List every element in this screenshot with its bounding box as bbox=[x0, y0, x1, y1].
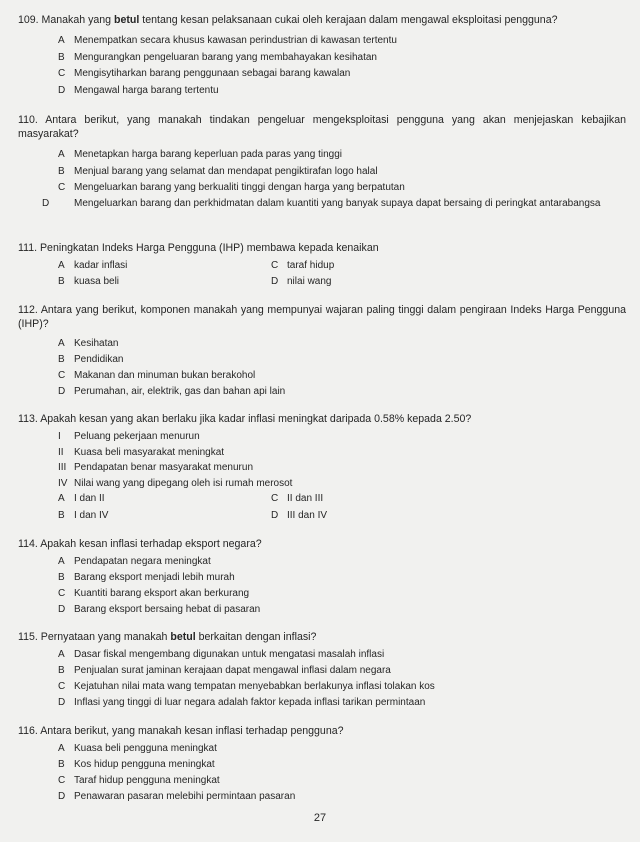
option-a: A kadar inflasi bbox=[58, 260, 128, 271]
question-stem: 114. Apakah kesan inflasi terhadap eksport negara? bbox=[18, 538, 262, 550]
option-c: C Taraf hidup pengguna meningkat bbox=[58, 775, 220, 786]
option-b: B Mengurangkan pengeluaran barang yang membahayakan kesihatan bbox=[58, 52, 377, 63]
option-c: C taraf hidup bbox=[271, 260, 335, 271]
option-c: C Mengeluarkan barang yang berkualiti tinggi dengan harga yang berpatutan bbox=[58, 182, 405, 193]
option-d: D Barang eksport bersaing hebat di pasaran bbox=[58, 604, 261, 615]
option-a: A Kesihatan bbox=[58, 338, 119, 349]
question-stem: 113. Apakah kesan yang akan berlaku jika kadar inflasi meningkat daripada 0.58% kepada 2.50? bbox=[18, 413, 472, 425]
question-stem: 111. Peningkatan Indeks Harga Pengguna (IHP) membawa kepada kenaikan bbox=[18, 242, 379, 254]
option-d: D Mengawal harga barang tertentu bbox=[58, 85, 219, 96]
option-b: B Kos hidup pengguna meningkat bbox=[58, 759, 215, 770]
option-c: C Mengisytiharkan barang penggunaan sebagai barang kawalan bbox=[58, 68, 351, 79]
option-d: D Perumahan, air, elektrik, gas dan bahan api lain bbox=[58, 386, 286, 397]
option-c: C Makanan dan minuman bukan berakohol bbox=[58, 370, 256, 381]
option-c: C Kejatuhan nilai mata wang tempatan menyebabkan berlakunya inflasi tolakan kos bbox=[58, 681, 435, 692]
question-stem: 112. Antara yang berikut, komponen manakah yang mempunyai wajaran paling tinggi dalam pengiraan Indeks Harga Pengguna (IHP)? bbox=[18, 304, 626, 330]
option-b: B Menjual barang yang selamat dan mendapat pengiktirafan logo halal bbox=[58, 166, 378, 177]
option-a: A Dasar fiskal mengembang digunakan untuk mengatasi masalah inflasi bbox=[58, 649, 385, 660]
option-b: B kuasa beli bbox=[58, 276, 120, 287]
option-a: A I dan II bbox=[58, 493, 105, 504]
question-stem: 116. Antara berikut, yang manakah kesan inflasi terhadap pengguna? bbox=[18, 725, 344, 737]
option-b: B Pendidikan bbox=[58, 354, 124, 365]
option-c: C II dan III bbox=[271, 493, 324, 504]
option-a: A Kuasa beli pengguna meningkat bbox=[58, 743, 217, 754]
option-d: D nilai wang bbox=[271, 276, 332, 287]
option-a: A Menempatkan secara khusus kawasan perindustrian di kawasan tertentu bbox=[58, 35, 397, 46]
statement-ii: II Kuasa beli masyarakat meningkat bbox=[58, 447, 225, 458]
option-a: A Pendapatan negara meningkat bbox=[58, 556, 211, 567]
statement-iv: IV Nilai wang yang dipegang oleh isi rumah merosot bbox=[58, 478, 293, 489]
option-c: C Kuantiti barang eksport akan berkurang bbox=[58, 588, 250, 599]
question-stem: 109. Manakah yang betul tentang kesan pelaksanaan cukai oleh kerajaan dalam mengawal eksploitasi pengguna? bbox=[18, 14, 558, 26]
option-b: B I dan IV bbox=[58, 510, 109, 521]
option-b: B Barang eksport menjadi lebih murah bbox=[58, 572, 235, 583]
question-stem: 110. Antara berikut, yang manakah tindakan pengeluar mengeksploitasi pengguna yang akan menjejaskan kebajikan masyarakat? bbox=[18, 114, 626, 140]
option-b: B Penjualan surat jaminan kerajaan dapat mengawal inflasi dalam negara bbox=[58, 665, 391, 676]
option-a: A Menetapkan harga barang keperluan pada paras yang tinggi bbox=[58, 149, 342, 160]
statement-i: I Peluang pekerjaan menurun bbox=[58, 431, 200, 442]
option-d: D Mengeluarkan barang dan perkhidmatan dalam kuantiti yang banyak supaya dapat bersaing di peringkat antarabangsa bbox=[42, 198, 601, 209]
option-d: D III dan IV bbox=[271, 510, 328, 521]
page-number: 27 bbox=[313, 812, 327, 824]
statement-iii: III Pendapatan benar masyarakat menurun bbox=[58, 462, 254, 473]
option-d: D Inflasi yang tinggi di luar negara adalah faktor kepada inflasi tarikan permintaan bbox=[58, 697, 426, 708]
option-d: D Penawaran pasaran melebihi permintaan pasaran bbox=[58, 791, 296, 802]
question-stem: 115. Pernyataan yang manakah betul berkaitan dengan inflasi? bbox=[18, 631, 317, 643]
